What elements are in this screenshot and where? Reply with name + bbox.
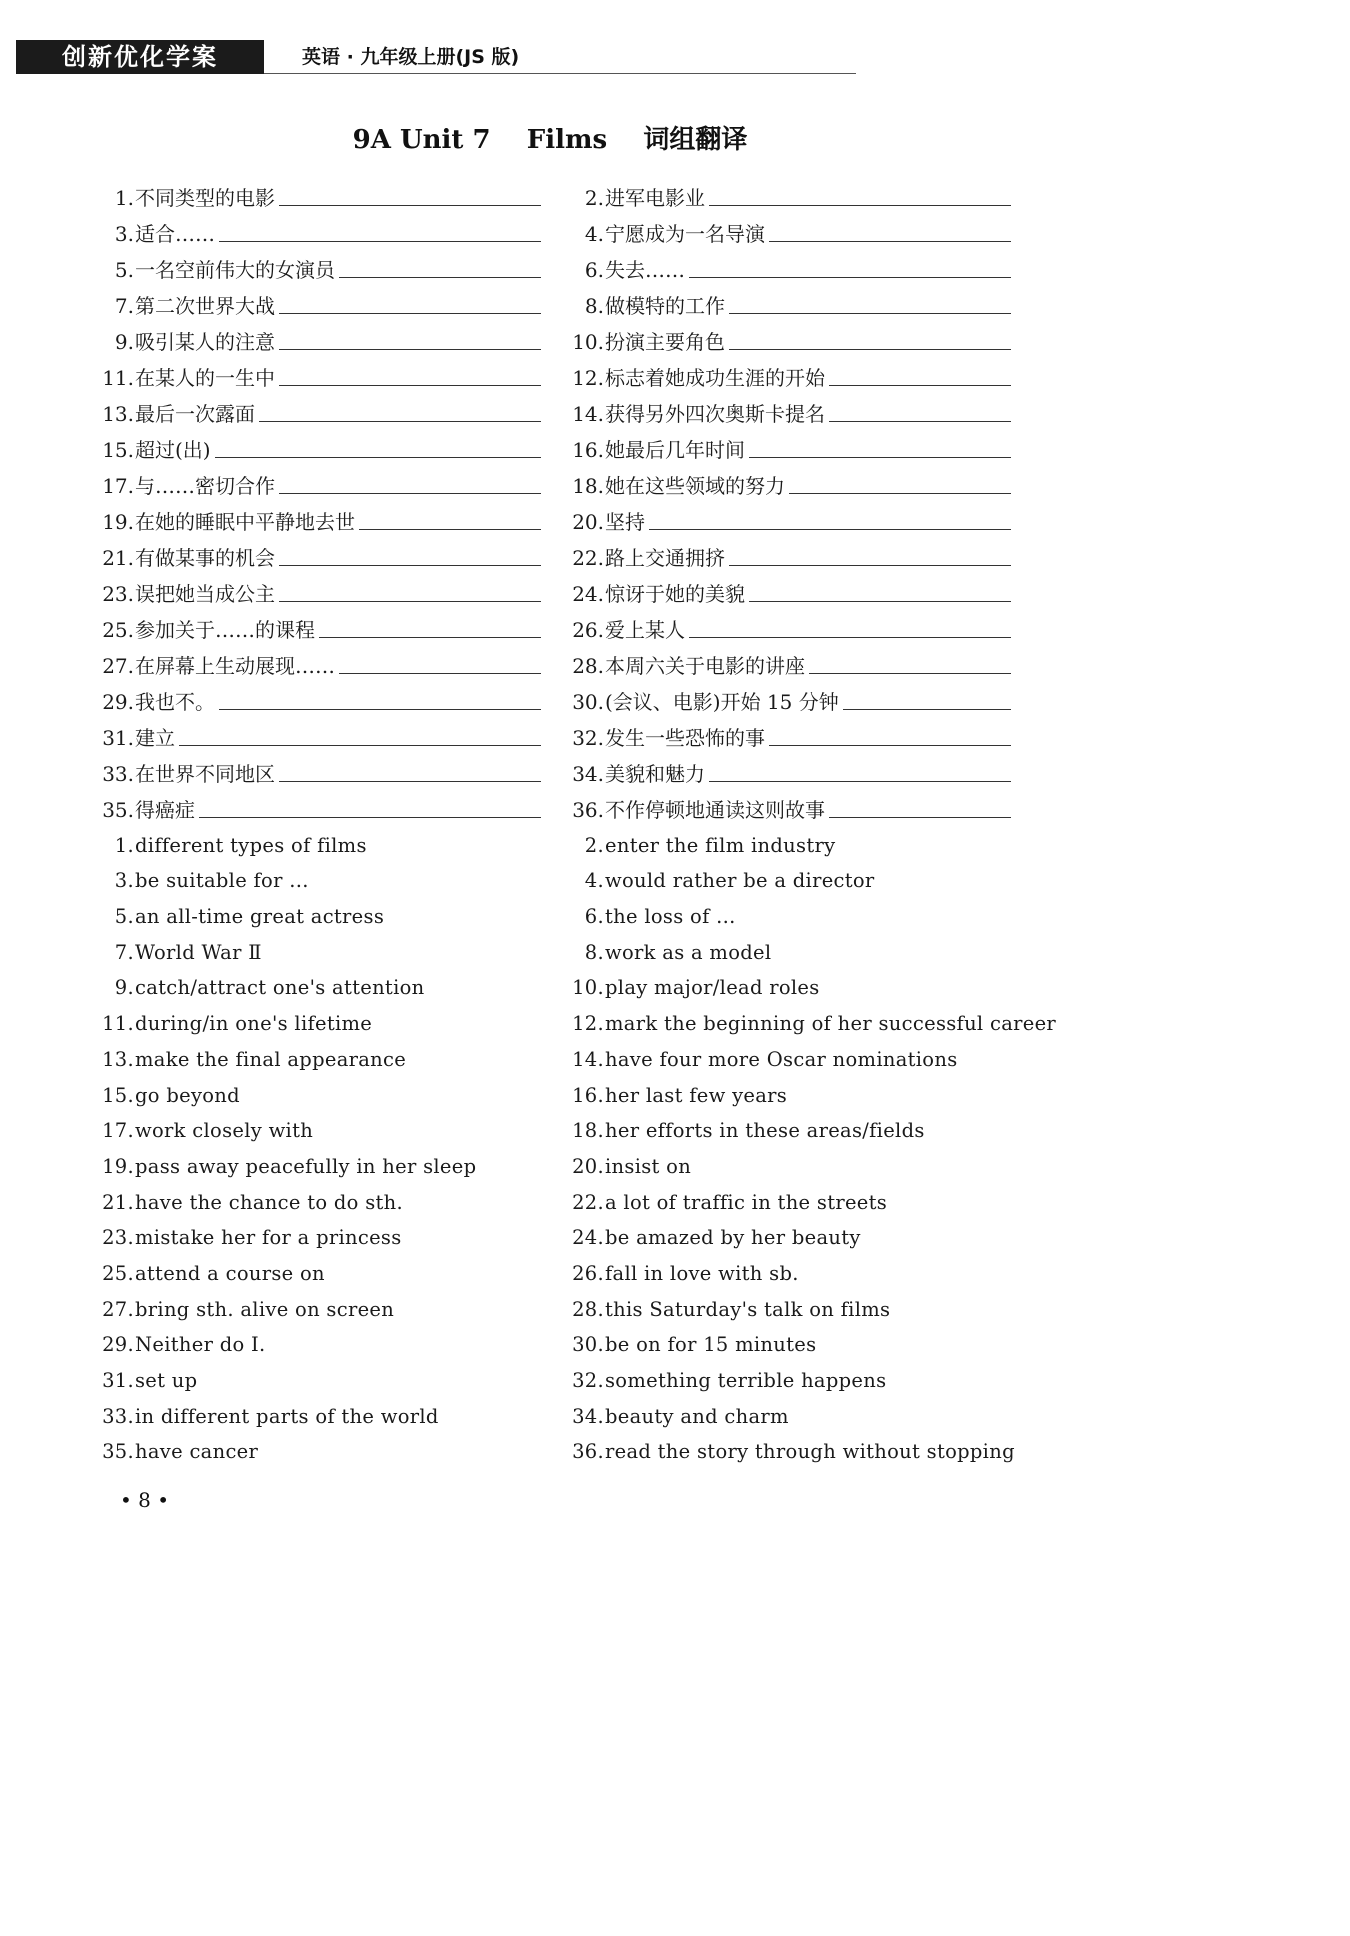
english-phrase-item: [94, 1395, 564, 1431]
answer-blank[interactable]: [279, 205, 541, 206]
english-phrase-item: [94, 1252, 564, 1288]
item-text: have four more Oscar nominations: [605, 1047, 958, 1071]
english-phrase-item: [94, 824, 564, 860]
item-text: attend a course on: [135, 1261, 325, 1285]
item-number: 35.: [102, 1440, 134, 1464]
item-text: 爱上某人: [605, 618, 685, 642]
item-text: 吸引某人的注意: [135, 330, 275, 354]
answer-blank[interactable]: [729, 313, 1011, 314]
english-phrase-item: [94, 1145, 564, 1181]
item-number: 32.: [572, 726, 604, 750]
english-phrase-item: [564, 824, 1034, 860]
item-text: 在屏幕上生动展现……: [135, 654, 335, 678]
item-text: 适合……: [135, 222, 215, 246]
english-phrase-item: [564, 1252, 1034, 1288]
english-phrase-item: [564, 1038, 1034, 1074]
item-text: in different parts of the world: [135, 1404, 439, 1428]
chinese-phrase-item: [564, 500, 1034, 536]
answer-blank[interactable]: [709, 205, 1011, 206]
book-title: 英语 · 九年级上册(JS 版): [302, 46, 520, 68]
item-text: 发生一些恐怖的事: [605, 726, 765, 750]
item-text: World War Ⅱ: [135, 940, 262, 964]
item-text: 最后一次露面: [135, 402, 255, 426]
item-number: 19.: [102, 510, 134, 534]
item-text: insist on: [605, 1154, 692, 1178]
item-number: 23.: [102, 582, 134, 606]
item-text: be suitable for ...: [135, 869, 309, 893]
item-text: 美貌和魅力: [605, 762, 705, 786]
item-number: 11.: [102, 1012, 134, 1036]
english-phrase-item: [564, 967, 1034, 1003]
item-text: go beyond: [135, 1083, 240, 1107]
english-answer-list: [94, 824, 1057, 1466]
item-text: have cancer: [135, 1440, 259, 1464]
answer-blank[interactable]: [199, 817, 541, 818]
item-number: 10.: [572, 330, 604, 354]
chinese-phrase-item: [564, 608, 1034, 644]
chinese-phrase-item: [94, 356, 564, 392]
item-text: read the story through without stopping: [605, 1440, 1015, 1464]
item-text: be on for 15 minutes: [605, 1333, 817, 1357]
item-number: 34.: [572, 1404, 604, 1428]
item-text: 第二次世界大战: [135, 294, 275, 318]
item-text: (会议、电影)开始 15 分钟: [605, 690, 839, 714]
item-text: 一名空前伟大的女演员: [135, 258, 335, 282]
item-number: 1.: [114, 833, 134, 857]
item-number: 34.: [572, 762, 604, 786]
phrase-section: [94, 176, 1057, 1466]
answer-blank[interactable]: [829, 421, 1011, 422]
english-phrase-item: [94, 1217, 564, 1253]
chinese-phrase-item: [564, 644, 1034, 680]
answer-blank[interactable]: [843, 709, 1011, 710]
item-number: 31.: [102, 1369, 134, 1392]
english-phrase-item: [94, 1359, 564, 1395]
chinese-phrase-item: [94, 212, 564, 248]
item-number: 25.: [102, 1261, 134, 1285]
item-number: 28.: [572, 654, 604, 678]
chinese-phrase-item: [564, 680, 1034, 716]
item-number: 35.: [102, 798, 134, 822]
chinese-phrase-item: [564, 428, 1034, 464]
item-text: fall in love with sb.: [605, 1261, 799, 1285]
item-text: different types of films: [135, 833, 367, 857]
answer-blank[interactable]: [729, 565, 1011, 566]
item-number: 7.: [114, 940, 134, 964]
answer-blank[interactable]: [339, 673, 541, 674]
english-phrase-item: [94, 1002, 564, 1038]
answer-blank[interactable]: [729, 349, 1011, 350]
chinese-phrase-item: [94, 680, 564, 716]
item-text: 失去……: [605, 258, 685, 282]
chinese-phrase-item: [94, 572, 564, 608]
item-number: 8.: [584, 940, 604, 964]
english-phrase-item: [564, 1217, 1034, 1253]
chinese-phrase-item: [94, 392, 564, 428]
answer-blank[interactable]: [279, 493, 541, 494]
item-text: 不作停顿地通读这则故事: [605, 798, 825, 822]
english-phrase-item: [94, 1038, 564, 1074]
item-number: 16.: [572, 438, 604, 462]
item-number: 3.: [114, 869, 134, 893]
item-text: 参加关于……的课程: [135, 618, 315, 642]
english-phrase-item: [564, 1074, 1034, 1110]
item-text: 扮演主要角色: [605, 330, 725, 354]
english-phrase-item: [94, 1431, 564, 1467]
item-text: 超过(出): [135, 438, 211, 462]
item-text: 在她的睡眠中平静地去世: [135, 510, 355, 534]
item-text: 在世界不同地区: [135, 762, 275, 786]
item-number: 17.: [102, 474, 134, 498]
answer-blank[interactable]: [215, 457, 541, 458]
item-number: 24.: [572, 1226, 604, 1250]
item-number: 26.: [572, 618, 604, 642]
item-number: 36.: [572, 798, 604, 822]
item-number: 13.: [102, 402, 134, 426]
item-text: work closely with: [135, 1119, 314, 1143]
item-number: 20.: [572, 1154, 604, 1178]
chinese-phrase-item: [94, 752, 564, 788]
item-number: 5.: [114, 905, 134, 929]
item-text: beauty and charm: [605, 1404, 789, 1428]
answer-blank[interactable]: [769, 745, 1011, 746]
answer-blank[interactable]: [279, 565, 541, 566]
item-number: 21.: [102, 1190, 134, 1214]
answer-blank[interactable]: [219, 241, 541, 242]
answer-blank[interactable]: [359, 529, 541, 530]
item-text: bring sth. alive on screen: [135, 1297, 395, 1321]
item-number: 36.: [572, 1440, 604, 1464]
answer-blank[interactable]: [829, 817, 1011, 818]
item-number: 2.: [584, 186, 604, 210]
english-phrase-item: [94, 1324, 564, 1360]
item-number: 14.: [572, 1047, 604, 1071]
page-number: • 8 •: [120, 1488, 170, 1512]
item-text: have the chance to do sth.: [135, 1190, 403, 1214]
english-phrase-item: [564, 931, 1034, 967]
item-text: 坚持: [605, 510, 645, 534]
chinese-phrase-item: [94, 320, 564, 356]
item-text: be amazed by her beauty: [605, 1226, 861, 1250]
answer-blank[interactable]: [219, 709, 541, 710]
item-number: 12.: [572, 366, 604, 390]
item-text: enter the film industry: [605, 833, 836, 857]
item-text: Neither do I.: [135, 1333, 266, 1357]
item-text: set up: [135, 1369, 198, 1392]
item-number: 11.: [102, 366, 134, 390]
item-text: this Saturday's talk on films: [605, 1297, 891, 1321]
item-number: 33.: [102, 762, 134, 786]
item-number: 22.: [572, 1190, 604, 1214]
item-text: 不同类型的电影: [135, 186, 275, 210]
item-text: her efforts in these areas/fields: [605, 1119, 925, 1143]
chinese-phrase-list: [94, 176, 1034, 824]
item-text: something terrible happens: [605, 1369, 887, 1392]
answer-blank[interactable]: [769, 241, 1011, 242]
item-number: 4.: [584, 222, 604, 246]
item-number: 9.: [114, 330, 134, 354]
item-text: 标志着她成功生涯的开始: [605, 366, 825, 390]
chinese-phrase-item: [94, 536, 564, 572]
answer-blank[interactable]: [279, 781, 541, 782]
item-text: make the final appearance: [135, 1047, 407, 1071]
item-text: 与……密切合作: [135, 474, 275, 498]
english-phrase-item: [94, 895, 564, 931]
item-number: 23.: [102, 1226, 134, 1250]
chinese-phrase-item: [94, 608, 564, 644]
chinese-phrase-item: [564, 320, 1034, 356]
chinese-phrase-item: [564, 752, 1034, 788]
item-text: 本周六关于电影的讲座: [605, 654, 805, 678]
item-number: 24.: [572, 582, 604, 606]
item-text: 做模特的工作: [605, 294, 725, 318]
item-text: during/in one's lifetime: [135, 1012, 373, 1036]
chinese-phrase-item: [94, 284, 564, 320]
english-phrase-item: [564, 1145, 1034, 1181]
item-text: play major/lead roles: [605, 976, 820, 1000]
item-number: 1.: [114, 186, 134, 210]
english-phrase-item: [564, 1359, 1034, 1395]
item-text: her last few years: [605, 1083, 788, 1107]
answer-blank[interactable]: [279, 349, 541, 350]
item-number: 7.: [114, 294, 134, 318]
item-text: pass away peacefully in her sleep: [135, 1154, 477, 1178]
item-number: 27.: [102, 1297, 134, 1321]
item-text: a lot of traffic in the streets: [605, 1190, 888, 1214]
item-text: 进军电影业: [605, 186, 705, 210]
answer-blank[interactable]: [279, 601, 541, 602]
answer-blank[interactable]: [789, 493, 1011, 494]
answer-blank[interactable]: [809, 673, 1011, 674]
answer-blank[interactable]: [829, 385, 1011, 386]
english-phrase-item: [564, 1002, 1057, 1038]
item-number: 5.: [114, 258, 134, 282]
chinese-phrase-item: [564, 536, 1034, 572]
english-phrase-item: [94, 1288, 564, 1324]
chinese-phrase-item: [564, 212, 1034, 248]
item-number: 26.: [572, 1261, 604, 1285]
item-number: 6.: [584, 258, 604, 282]
item-number: 17.: [102, 1119, 134, 1143]
item-number: 10.: [572, 976, 604, 1000]
item-number: 16.: [572, 1083, 604, 1107]
english-phrase-item: [94, 860, 564, 896]
english-phrase-item: [564, 1110, 1034, 1146]
item-number: 19.: [102, 1154, 134, 1178]
item-number: 25.: [102, 618, 134, 642]
chinese-phrase-item: [564, 788, 1034, 824]
chinese-phrase-item: [564, 716, 1034, 752]
answer-blank[interactable]: [689, 637, 1011, 638]
item-number: 6.: [584, 905, 604, 929]
item-number: 4.: [584, 869, 604, 893]
item-text: 误把她当成公主: [135, 582, 275, 606]
answer-blank[interactable]: [279, 385, 541, 386]
item-text: 她在这些领域的努力: [605, 474, 785, 498]
item-number: 18.: [572, 474, 604, 498]
answer-blank[interactable]: [689, 277, 1011, 278]
english-phrase-item: [564, 1431, 1034, 1467]
item-number: 9.: [114, 976, 134, 1000]
item-number: 29.: [102, 1333, 134, 1357]
item-text: 建立: [135, 726, 175, 750]
page-title: 9A Unit 7 Films 词组翻译: [352, 125, 748, 155]
chinese-phrase-item: [564, 176, 1034, 212]
item-number: 33.: [102, 1404, 134, 1428]
item-text: 宁愿成为一名导演: [605, 222, 765, 246]
english-phrase-item: [564, 1324, 1034, 1360]
item-number: 12.: [572, 1012, 604, 1036]
item-number: 8.: [584, 294, 604, 318]
item-text: 路上交通拥挤: [605, 546, 725, 570]
item-text: catch/attract one's attention: [135, 976, 425, 1000]
answer-blank[interactable]: [279, 313, 541, 314]
item-number: 29.: [102, 690, 134, 714]
item-text: 我也不。: [135, 690, 215, 714]
chinese-phrase-item: [564, 356, 1034, 392]
item-text: 她最后几年时间: [605, 438, 745, 462]
chinese-phrase-item: [94, 248, 564, 284]
answer-blank[interactable]: [319, 637, 541, 638]
chinese-phrase-item: [94, 644, 564, 680]
item-number: 31.: [102, 726, 134, 750]
item-text: 惊讶于她的美貌: [605, 582, 745, 606]
item-number: 2.: [584, 833, 604, 857]
item-number: 13.: [102, 1047, 134, 1071]
item-number: 18.: [572, 1119, 604, 1143]
answer-blank[interactable]: [749, 601, 1011, 602]
item-number: 22.: [572, 546, 604, 570]
item-number: 28.: [572, 1297, 604, 1321]
header-rule: [264, 73, 856, 74]
item-number: 21.: [102, 546, 134, 570]
chinese-phrase-item: [564, 572, 1034, 608]
item-number: 30.: [572, 690, 604, 714]
chinese-phrase-item: [94, 464, 564, 500]
chinese-phrase-item: [564, 248, 1034, 284]
item-text: 在某人的一生中: [135, 366, 275, 390]
chinese-phrase-item: [94, 428, 564, 464]
chinese-phrase-item: [94, 716, 564, 752]
english-phrase-item: [564, 1181, 1034, 1217]
answer-blank[interactable]: [259, 421, 541, 422]
page-header: [16, 40, 856, 74]
answer-blank[interactable]: [339, 277, 541, 278]
item-number: 14.: [572, 402, 604, 426]
chinese-phrase-item: [564, 284, 1034, 320]
chinese-phrase-item: [564, 392, 1034, 428]
english-phrase-item: [564, 895, 1034, 931]
english-phrase-item: [564, 1395, 1034, 1431]
item-text: 获得另外四次奥斯卡提名: [605, 402, 825, 426]
item-number: 30.: [572, 1333, 604, 1357]
item-text: 有做某事的机会: [135, 546, 275, 570]
english-phrase-item: [94, 967, 564, 1003]
item-text: would rather be a director: [605, 869, 875, 893]
answer-blank[interactable]: [649, 529, 1011, 530]
answer-blank[interactable]: [749, 457, 1011, 458]
chinese-phrase-item: [94, 176, 564, 212]
item-number: 20.: [572, 510, 604, 534]
chinese-phrase-item: [94, 788, 564, 824]
english-phrase-item: [564, 1288, 1034, 1324]
answer-blank[interactable]: [709, 781, 1011, 782]
item-number: 27.: [102, 654, 134, 678]
english-phrase-item: [564, 860, 1034, 896]
item-text: an all-time great actress: [135, 905, 385, 929]
english-phrase-item: [94, 1074, 564, 1110]
english-phrase-item: [94, 931, 564, 967]
item-text: the loss of ...: [605, 905, 736, 929]
chinese-phrase-item: [564, 464, 1034, 500]
chinese-phrase-item: [94, 500, 564, 536]
answer-blank[interactable]: [179, 745, 541, 746]
item-text: 得癌症: [135, 798, 195, 822]
english-phrase-item: [94, 1181, 564, 1217]
item-text: mark the beginning of her successful career: [605, 1012, 1057, 1036]
series-logo: 创新优化学案: [16, 40, 264, 74]
item-number: 15.: [102, 1083, 134, 1107]
item-text: mistake her for a princess: [135, 1226, 402, 1250]
item-text: work as a model: [605, 940, 772, 964]
item-number: 15.: [102, 438, 134, 462]
item-number: 3.: [114, 222, 134, 246]
item-number: 32.: [572, 1369, 604, 1392]
english-phrase-item: [94, 1110, 564, 1146]
